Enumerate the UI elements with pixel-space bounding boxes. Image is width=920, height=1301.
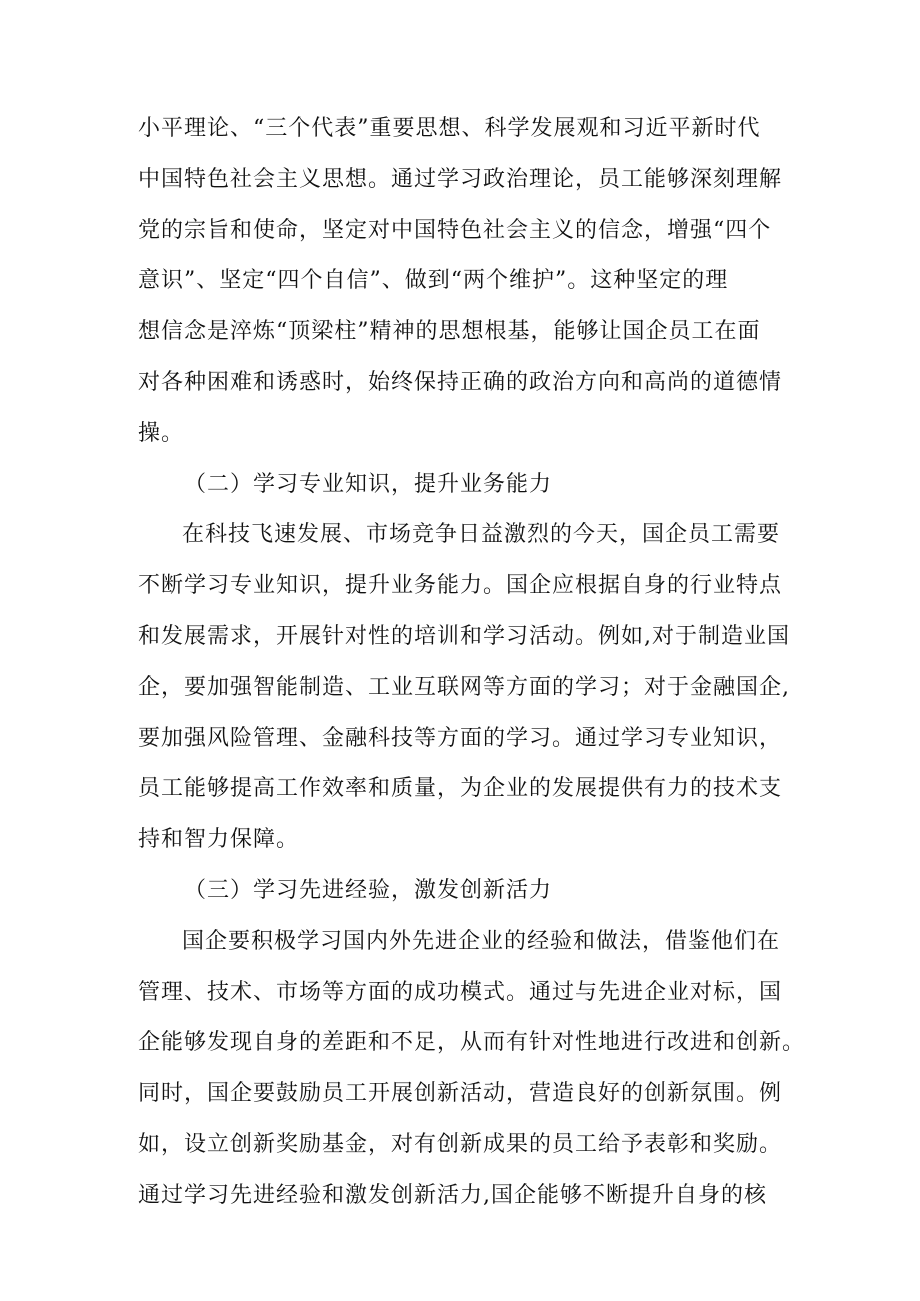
text-line: 党的宗旨和使命，坚定对中国特色社会主义的信念，增强“四个	[138, 217, 772, 243]
section-heading-professional-knowledge: （二）学习专业知识，提升业务能力	[184, 471, 553, 497]
text-line: 企能够发现自身的差距和不足，从而有针对性地进行改进和创新。	[138, 1030, 806, 1056]
text-line: 持和智力保障。	[138, 827, 300, 853]
text-line: 如，设立创新奖励基金，对有创新成果的员工给予表彰和奖励。	[138, 1131, 783, 1157]
paragraph-advanced-experience	[138, 917, 806, 1222]
text-line: 中国特色社会主义思想。通过学习政治理论，员工能够深刻理解	[138, 166, 783, 192]
paragraph-political-theory	[138, 104, 798, 460]
section-heading-advanced-experience: （三）学习先进经验，激发创新活力	[184, 877, 553, 903]
text-line: 要加强风险管理、金融科技等方面的学习。通过学习专业知识，	[138, 725, 783, 751]
text-line: 企，要加强智能制造、工业互联网等方面的学习；对于金融国企,	[138, 674, 790, 700]
text-line: 和发展需求，开展针对性的培训和学习活动。例如,对于制造业国	[138, 623, 790, 649]
text-line: 小平理论、“三个代表”重要思想、科学发展观和习近平新时代	[138, 116, 761, 141]
document-body	[138, 104, 806, 1222]
text-line: 不断学习专业知识，提升业务能力。国企应根据自身的行业特点	[138, 573, 783, 599]
text-line: 在科技飞速发展、市场竞争日益激烈的今天，国企员工需要	[182, 522, 781, 548]
text-line: 对各种困难和诱惑时，始终保持正确的政治方向和高尚的道德情	[138, 369, 783, 395]
text-line: 管理、技术、市场等方面的成功模式。通过与先进企业对标，国	[138, 979, 783, 1005]
text-line: 想信念是淬炼“顶梁柱”精神的思想根基，能够让国企员工在面	[138, 319, 761, 345]
text-line: 意识”、坚定“四个自信”、做到“两个维护”。这种坚定的理	[138, 268, 729, 294]
text-line: 同时，国企要鼓励员工开展创新活动，营造良好的创新氛围。例	[138, 1081, 783, 1107]
text-line: 员工能够提高工作效率和质量，为企业的发展提供有力的技术支	[138, 776, 783, 802]
text-line: 国企要积极学习国内外先进企业的经验和做法，借鉴他们在	[182, 928, 781, 954]
paragraph-professional-knowledge	[138, 510, 798, 866]
text-line: 操。	[138, 420, 185, 446]
text-line: 通过学习先进经验和激发创新活力,国企能够不断提升自身的核	[138, 1182, 767, 1208]
